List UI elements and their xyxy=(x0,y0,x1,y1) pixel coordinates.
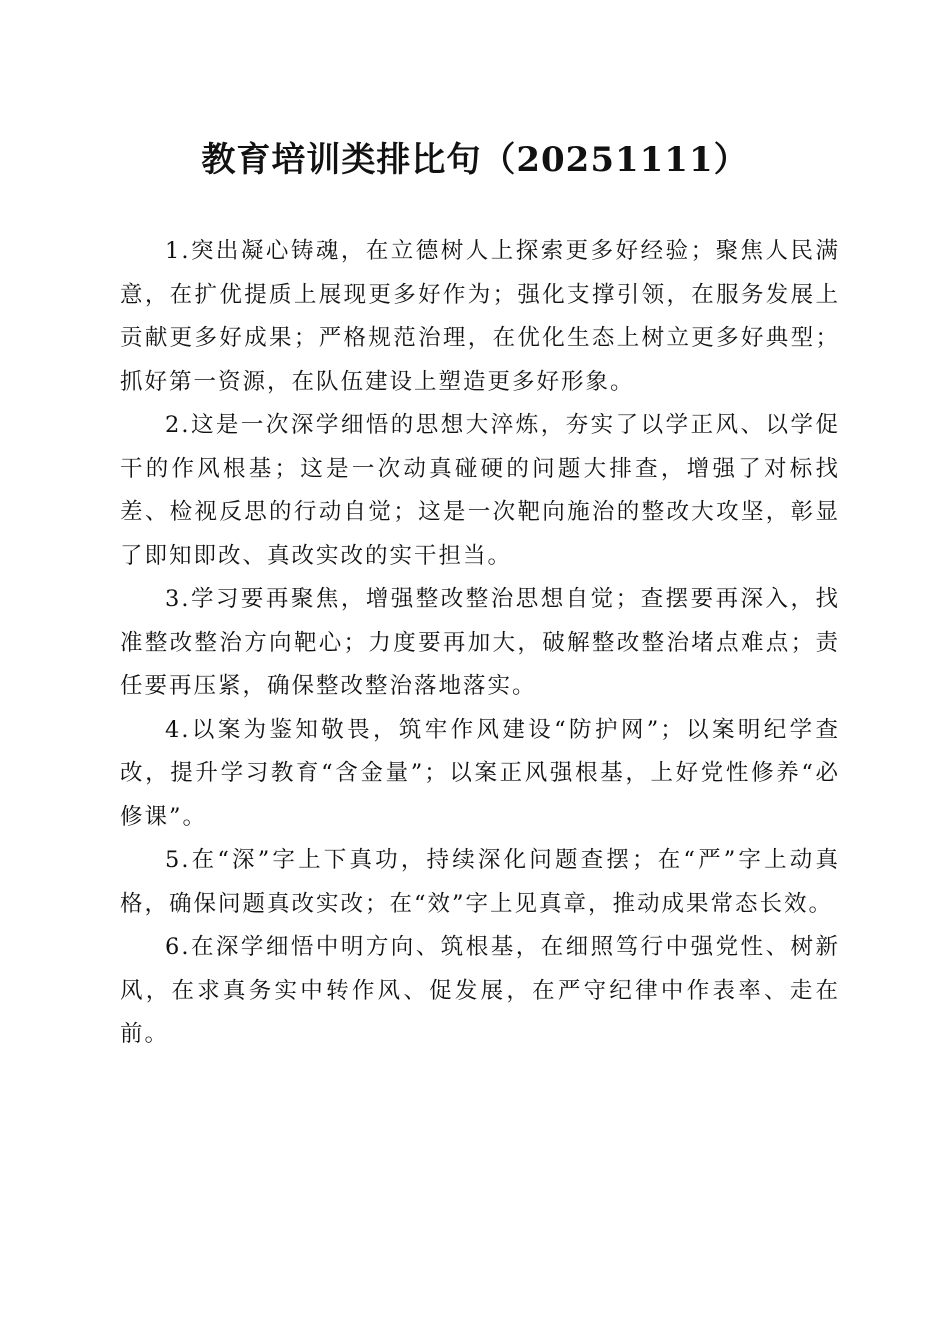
paragraph-4: 4.以案为鉴知敬畏，筑牢作风建设“防护网”；以案明纪学查改，提升学习教育“含金量”；以案正风强根基，上好党性修养“必修课”。 xyxy=(120,716,840,830)
paragraph-3: 3.学习要再聚焦，增强整改整治思想自觉；查摆要再深入，找准整改整治方向靶心；力度要再加大，破解整改整治堵点难点；责任要再压紧，确保整改整治落地落实。 xyxy=(120,586,840,699)
paragraph-6: 6.在深学细悟中明方向、筑根基，在细照笃行中强党性、树新风，在求真务实中转作风、促发展，在严守纪律中作表率、走在前。 xyxy=(120,934,840,1047)
document-title: 教育培训类排比句（20251111） xyxy=(201,140,749,180)
paragraph-2: 2.这是一次深学细悟的思想大淬炼，夯实了以学正风、以学促干的作风根基；这是一次动真碰硬的问题大排查，增强了对标找差、检视反思的行动自觉；这是一次靶向施治的整改大攻坚，彰显了即知即改、真改实改的实干担当。 xyxy=(120,412,840,569)
paragraph-1: 1.突出凝心铸魂，在立德树人上探索更多好经验；聚焦人民满意，在扩优提质上展现更多好作为；强化支撑引领，在服务发展上贡献更多好成果；严格规范治理，在优化生态上树立更多好典型；抓好第一资源，在队伍建设上塑造更多好形象。 xyxy=(120,238,840,395)
document-body xyxy=(120,230,840,1057)
paragraph-5: 5.在“深”字上下真功，持续深化问题查摆；在“严”字上动真格，确保问题真改实改；在“效”字上见真章，推动成果常态长效。 xyxy=(120,847,840,917)
